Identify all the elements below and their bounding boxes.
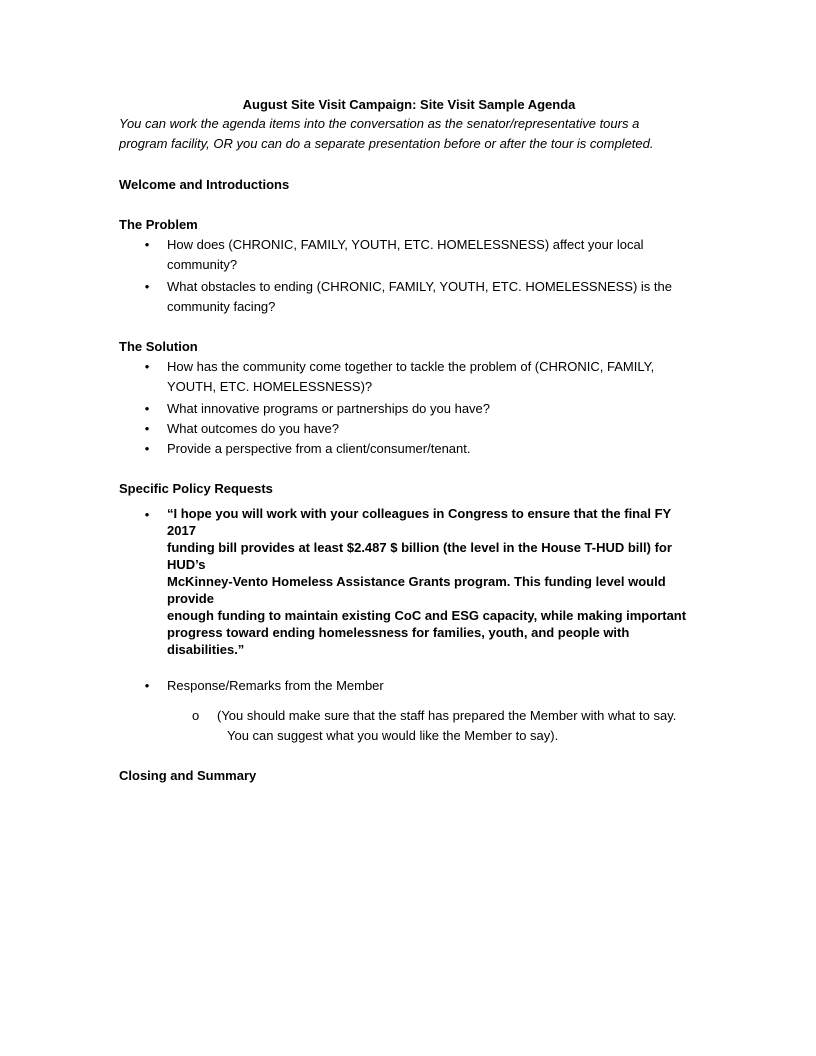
- circle-bullet-icon: o: [192, 708, 200, 723]
- intro-line-2: program facility, OR you can do a separate presentation before or after the tour is completed.: [119, 136, 654, 151]
- list-item: [119, 399, 699, 419]
- policy-quote-line: enough funding to maintain existing CoC and ESG capacity, while making important: [167, 608, 687, 623]
- list-item: [119, 235, 699, 275]
- list-item: [119, 277, 699, 317]
- list-item: [119, 505, 699, 658]
- list-item-text: What obstacles to ending (CHRONIC, FAMILY, YOUTH, ETC. HOMELESSNESS) is the: [167, 279, 672, 294]
- bullet-icon: •: [144, 359, 150, 374]
- heading-welcome: Welcome and Introductions: [119, 177, 290, 192]
- intro-line-1: You can work the agenda items into the conversation as the senator/representative tours a: [119, 116, 640, 131]
- bullet-icon: •: [144, 507, 150, 522]
- list-item: [119, 419, 699, 439]
- list-item-text: What outcomes do you have?: [167, 421, 339, 436]
- policy-list: [119, 505, 699, 696]
- sub-list-item: [119, 706, 699, 746]
- list-item-text: How has the community come together to tackle the problem of (CHRONIC, FAMILY,: [167, 359, 655, 374]
- bullet-icon: •: [144, 237, 150, 252]
- policy-quote-line: “I hope you will work with your colleagues in Congress to ensure that the final FY 2017: [167, 506, 671, 538]
- spacer: [119, 696, 699, 706]
- spacer: [119, 195, 699, 215]
- bullet-icon: •: [144, 678, 150, 693]
- response-sub-list: [119, 706, 699, 746]
- bullet-icon: •: [144, 441, 150, 456]
- problem-list: [119, 235, 699, 317]
- heading-closing: Closing and Summary: [119, 768, 257, 783]
- list-item-text: How does (CHRONIC, FAMILY, YOUTH, ETC. HOMELESSNESS) affect your local: [167, 237, 644, 252]
- list-item-text: YOUTH, ETC. HOMELESSNESS)?: [167, 379, 373, 394]
- spacer: [119, 317, 699, 337]
- document-title: August Site Visit Campaign: Site Visit Sample Agenda: [242, 97, 576, 112]
- bullet-icon: •: [144, 421, 150, 436]
- spacer: [119, 459, 699, 479]
- heading-policy: Specific Policy Requests: [119, 481, 273, 496]
- list-item: [119, 357, 699, 397]
- policy-quote-line: progress toward ending homelessness for families, youth, and people with disabilities.”: [167, 625, 630, 657]
- list-item: [119, 676, 699, 696]
- bullet-icon: •: [144, 401, 150, 416]
- sub-list-item-text: You can suggest what you would like the Member to say).: [227, 728, 559, 743]
- list-item-text: community facing?: [167, 299, 276, 314]
- list-item-text: Response/Remarks from the Member: [167, 678, 384, 693]
- policy-quote-line: funding bill provides at least $2.487 $ billion (the level in the House T-HUD bill) for HUD’s: [167, 540, 672, 572]
- solution-list: [119, 357, 699, 459]
- document-body: [119, 96, 699, 786]
- heading-solution: The Solution: [119, 339, 198, 354]
- sub-list-item-text: (You should make sure that the staff has prepared the Member with what to say.: [217, 708, 677, 723]
- list-item-text: community?: [167, 257, 238, 272]
- list-item-text: What innovative programs or partnerships do you have?: [167, 401, 491, 416]
- spacer: [119, 154, 699, 175]
- bullet-icon: •: [144, 279, 150, 294]
- heading-problem: The Problem: [119, 217, 198, 232]
- list-item-text: Provide a perspective from a client/consumer/tenant.: [167, 441, 471, 456]
- spacer: [119, 746, 699, 766]
- policy-quote-line: McKinney-Vento Homeless Assistance Grants program. This funding level would provide: [167, 574, 666, 606]
- list-item: [119, 439, 699, 459]
